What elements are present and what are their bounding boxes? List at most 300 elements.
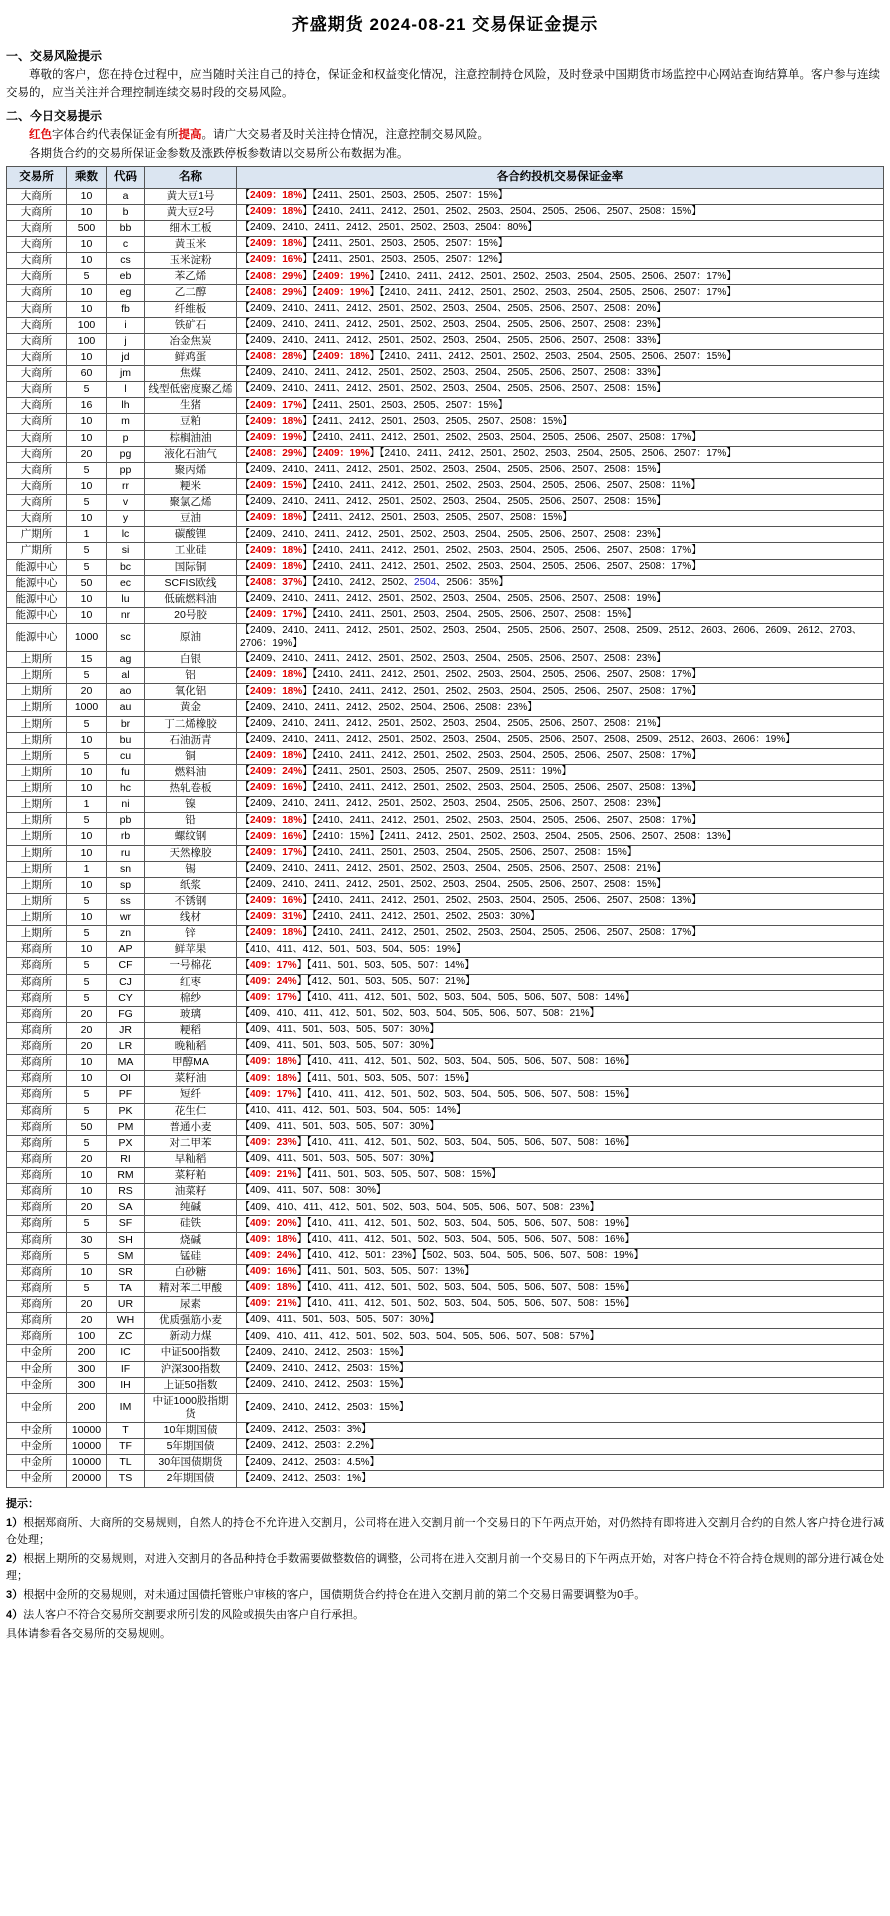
cell-multiplier: 50 <box>67 1119 107 1135</box>
cell-multiplier: 20 <box>67 446 107 462</box>
table-row <box>7 1248 884 1264</box>
cell-exchange: 上期所 <box>7 829 67 845</box>
cell-margin-rates: 【409：17%】【410、411、412、501、502、503、504、505、506、507、508：14%】 <box>237 990 884 1006</box>
cell-margin-rates: 【409：17%】【411、501、503、505、507：14%】 <box>237 958 884 974</box>
table-row <box>7 495 884 511</box>
cell-code: UR <box>107 1297 145 1313</box>
cell-code: c <box>107 237 145 253</box>
cell-exchange: 郑商所 <box>7 1039 67 1055</box>
cell-multiplier: 5 <box>67 1216 107 1232</box>
cell-code: rb <box>107 829 145 845</box>
cell-multiplier: 20000 <box>67 1471 107 1487</box>
cell-margin-rates: 【2409、2410、2411、2412、2501、2502、2503、2504、2505、2506、2507、2508：20%】 <box>237 301 884 317</box>
cell-multiplier: 100 <box>67 1329 107 1345</box>
cell-code: FG <box>107 1006 145 1022</box>
cell-name: 铝 <box>145 668 237 684</box>
cell-margin-rates: 【409：24%】【410、412、501：23%】【502、503、504、505、506、507、508：19%】 <box>237 1248 884 1264</box>
cell-multiplier: 10 <box>67 732 107 748</box>
cell-exchange: 大商所 <box>7 269 67 285</box>
cell-margin-rates: 【409：20%】【410、411、412、501、502、503、504、505、506、507、508：19%】 <box>237 1216 884 1232</box>
cell-name: 低硫燃料油 <box>145 591 237 607</box>
cell-exchange: 郑商所 <box>7 1297 67 1313</box>
cell-multiplier: 1 <box>67 797 107 813</box>
cell-margin-rates: 【2409：18%】【2410、2411、2412、2501、2502、2503、2504、2505、2506、2507、2508：17%】 <box>237 748 884 764</box>
cell-name: 热轧卷板 <box>145 781 237 797</box>
cell-exchange: 中金所 <box>7 1377 67 1393</box>
cell-code: p <box>107 430 145 446</box>
cell-multiplier: 10 <box>67 829 107 845</box>
cell-margin-rates: 【409：18%】【411、501、503、505、507：15%】 <box>237 1071 884 1087</box>
table-row <box>7 893 884 909</box>
cell-exchange: 能源中心 <box>7 591 67 607</box>
cell-exchange: 大商所 <box>7 446 67 462</box>
cell-code: v <box>107 495 145 511</box>
table-row <box>7 910 884 926</box>
cell-code: WH <box>107 1313 145 1329</box>
cell-exchange: 大商所 <box>7 220 67 236</box>
table-row <box>7 591 884 607</box>
cell-multiplier: 5 <box>67 990 107 1006</box>
cell-code: lu <box>107 591 145 607</box>
cell-name: 一号棉花 <box>145 958 237 974</box>
cell-code: TA <box>107 1280 145 1296</box>
cell-code: OI <box>107 1071 145 1087</box>
cell-exchange: 上期所 <box>7 764 67 780</box>
cell-margin-rates: 【2409、2410、2412、2503：15%】 <box>237 1345 884 1361</box>
cell-exchange: 中金所 <box>7 1455 67 1471</box>
cell-margin-rates: 【2409、2412、2503：2.2%】 <box>237 1439 884 1455</box>
cell-code: PX <box>107 1135 145 1151</box>
cell-multiplier: 500 <box>67 220 107 236</box>
cell-name: 新动力煤 <box>145 1329 237 1345</box>
table-row <box>7 1103 884 1119</box>
notes-heading: 提示： <box>6 1497 39 1510</box>
cell-code: ss <box>107 893 145 909</box>
cell-exchange: 中金所 <box>7 1471 67 1487</box>
table-row <box>7 845 884 861</box>
cell-margin-rates: 【2409：16%】【2410、2411、2412、2501、2502、2503、2504、2505、2506、2507、2508：13%】 <box>237 893 884 909</box>
cell-multiplier: 10 <box>67 478 107 494</box>
table-row <box>7 1216 884 1232</box>
cell-margin-rates: 【2409、2410、2411、2412、2501、2502、2503、2504、2505、2506、2507、2508：33%】 <box>237 333 884 349</box>
cell-name: 粳米 <box>145 478 237 494</box>
cell-multiplier: 16 <box>67 398 107 414</box>
cell-code: SH <box>107 1232 145 1248</box>
table-row <box>7 1055 884 1071</box>
cell-multiplier: 5 <box>67 382 107 398</box>
cell-multiplier: 20 <box>67 1022 107 1038</box>
cell-multiplier: 20 <box>67 1200 107 1216</box>
cell-code: si <box>107 543 145 559</box>
cell-code: bu <box>107 732 145 748</box>
cell-exchange: 郑商所 <box>7 1151 67 1167</box>
cell-code: ni <box>107 797 145 813</box>
cell-exchange: 广期所 <box>7 527 67 543</box>
col-name: 名称 <box>145 167 237 188</box>
table-row <box>7 511 884 527</box>
cell-multiplier: 20 <box>67 1313 107 1329</box>
cell-name: 菜籽粕 <box>145 1168 237 1184</box>
cell-code: PM <box>107 1119 145 1135</box>
cell-name: 燃料油 <box>145 764 237 780</box>
table-row <box>7 684 884 700</box>
cell-exchange: 郑商所 <box>7 1200 67 1216</box>
cell-code: pg <box>107 446 145 462</box>
cell-code: RM <box>107 1168 145 1184</box>
cell-multiplier: 20 <box>67 1297 107 1313</box>
cell-multiplier: 10 <box>67 942 107 958</box>
cell-margin-rates: 【409、411、501、503、505、507：30%】 <box>237 1039 884 1055</box>
cell-exchange: 能源中心 <box>7 575 67 591</box>
cell-name: 黄玉米 <box>145 237 237 253</box>
cell-exchange: 大商所 <box>7 430 67 446</box>
cell-multiplier: 10 <box>67 204 107 220</box>
table-row <box>7 1022 884 1038</box>
cell-exchange: 大商所 <box>7 301 67 317</box>
table-row <box>7 220 884 236</box>
cell-margin-rates: 【2409：17%】【2410、2411、2501、2503、2504、2505、2506、2507、2508：15%】 <box>237 607 884 623</box>
cell-margin-rates: 【2409、2410、2411、2412、2501、2502、2503、2504、2505、2506、2507、2508：21%】 <box>237 861 884 877</box>
cell-exchange: 大商所 <box>7 495 67 511</box>
cell-exchange: 郑商所 <box>7 942 67 958</box>
cell-multiplier: 20 <box>67 1006 107 1022</box>
cell-name: 工业硅 <box>145 543 237 559</box>
cell-name: 5年期国债 <box>145 1439 237 1455</box>
table-row <box>7 1184 884 1200</box>
table-row <box>7 700 884 716</box>
section-risk <box>6 47 884 103</box>
cell-multiplier: 1000 <box>67 624 107 652</box>
table-row <box>7 1329 884 1345</box>
cell-name: 20号胶 <box>145 607 237 623</box>
cell-exchange: 大商所 <box>7 511 67 527</box>
cell-name: 乙二醇 <box>145 285 237 301</box>
cell-code: sc <box>107 624 145 652</box>
margin-rate-table <box>6 166 884 1487</box>
cell-code: LR <box>107 1039 145 1055</box>
cell-code: al <box>107 668 145 684</box>
cell-margin-rates: 【2409：18%】【2411、2501、2503、2505、2507：15%】 <box>237 188 884 204</box>
cell-name: 30年国债期货 <box>145 1455 237 1471</box>
cell-name: 菜籽油 <box>145 1071 237 1087</box>
cell-margin-rates: 【2409：18%】【2410、2411、2412、2501、2502、2503、2504、2505、2506、2507、2508：17%】 <box>237 684 884 700</box>
cell-name: 冶金焦炭 <box>145 333 237 349</box>
cell-code: PF <box>107 1087 145 1103</box>
cell-multiplier: 10 <box>67 845 107 861</box>
cell-name: 天然橡胶 <box>145 845 237 861</box>
cell-name: 黄金 <box>145 700 237 716</box>
cell-margin-rates: 【2409、2410、2411、2412、2501、2502、2503、2504：80%】 <box>237 220 884 236</box>
cell-code: ZC <box>107 1329 145 1345</box>
table-row <box>7 317 884 333</box>
cell-margin-rates: 【2409：17%】【2411、2501、2503、2505、2507：15%】 <box>237 398 884 414</box>
cell-code: pb <box>107 813 145 829</box>
cell-code: sp <box>107 877 145 893</box>
note-item: 1）根据郑商所、大商所的交易规则，自然人的持仓不允许进入交割月，公司将在进入交割月前一个交易日的下午两点开始，对仍然持有即将进入交割月合约的自然人客户持仓进行减仓处理； <box>6 1517 884 1546</box>
cell-exchange: 大商所 <box>7 333 67 349</box>
cell-multiplier: 5 <box>67 748 107 764</box>
cell-code: hc <box>107 781 145 797</box>
cell-exchange: 能源中心 <box>7 607 67 623</box>
cell-code: y <box>107 511 145 527</box>
cell-margin-rates: 【2409、2410、2411、2412、2501、2502、2503、2504、2505、2506、2507、2508：19%】 <box>237 591 884 607</box>
table-row <box>7 253 884 269</box>
cell-name: SCFIS欧线 <box>145 575 237 591</box>
cell-name: 不锈钢 <box>145 893 237 909</box>
cell-exchange: 郑商所 <box>7 1006 67 1022</box>
cell-code: MA <box>107 1055 145 1071</box>
cell-name: 晚籼稻 <box>145 1039 237 1055</box>
table-row <box>7 333 884 349</box>
cell-code: CY <box>107 990 145 1006</box>
cell-exchange: 郑商所 <box>7 1280 67 1296</box>
notes-block <box>6 1496 884 1643</box>
cell-margin-rates: 【2409、2412、2503：3%】 <box>237 1423 884 1439</box>
cell-code: PK <box>107 1103 145 1119</box>
cell-name: 线型低密度聚乙烯 <box>145 382 237 398</box>
section-risk-paragraph: 尊敬的客户，您在持仓过程中，应当随时关注自己的持仓，保证金和权益变化情况，注意控制持仓风险，及时登录中国期货市场监控中心网站查询结算单。客户参与连续交易的，应当关注并合理控制连续交易时段的交易风险。 <box>6 69 880 99</box>
table-row <box>7 1200 884 1216</box>
cell-name: 豆油 <box>145 511 237 527</box>
table-row <box>7 430 884 446</box>
table-row <box>7 607 884 623</box>
table-body <box>7 188 884 1487</box>
cell-multiplier: 10000 <box>67 1423 107 1439</box>
table-row <box>7 781 884 797</box>
cell-exchange: 上期所 <box>7 700 67 716</box>
cell-multiplier: 100 <box>67 317 107 333</box>
cell-margin-rates: 【409、410、411、412、501、502、503、504、505、506、507、508：21%】 <box>237 1006 884 1022</box>
cell-exchange: 郑商所 <box>7 1216 67 1232</box>
cell-exchange: 上期所 <box>7 684 67 700</box>
col-code: 代码 <box>107 167 145 188</box>
cell-multiplier: 10000 <box>67 1455 107 1471</box>
cell-multiplier: 5 <box>67 1103 107 1119</box>
cell-code: TS <box>107 1471 145 1487</box>
cell-multiplier: 10 <box>67 764 107 780</box>
table-row <box>7 942 884 958</box>
cell-name: 10年期国债 <box>145 1423 237 1439</box>
cell-code: m <box>107 414 145 430</box>
cell-name: 中证500指数 <box>145 1345 237 1361</box>
table-row <box>7 1151 884 1167</box>
cell-code: SF <box>107 1216 145 1232</box>
cell-name: 短纤 <box>145 1087 237 1103</box>
cell-name: 白砂糖 <box>145 1264 237 1280</box>
cell-exchange: 上期所 <box>7 668 67 684</box>
cell-margin-rates: 【2409：18%】【2411、2412、2501、2503、2505、2507、2508：15%】 <box>237 511 884 527</box>
cell-margin-rates: 【2409、2410、2412、2503：15%】 <box>237 1393 884 1422</box>
cell-code: jd <box>107 349 145 365</box>
cell-exchange: 中金所 <box>7 1423 67 1439</box>
table-row <box>7 543 884 559</box>
cell-margin-rates: 【2408：37%】【2410、2412、2502、2504、2506：35%】 <box>237 575 884 591</box>
cell-margin-rates: 【409、411、501、503、505、507：30%】 <box>237 1022 884 1038</box>
cell-code: bc <box>107 559 145 575</box>
table-row <box>7 652 884 668</box>
cell-multiplier: 1000 <box>67 700 107 716</box>
cell-exchange: 大商所 <box>7 253 67 269</box>
cell-name: 中证1000股指期货 <box>145 1393 237 1422</box>
cell-code: eb <box>107 269 145 285</box>
cell-code: TL <box>107 1455 145 1471</box>
cell-multiplier: 10 <box>67 781 107 797</box>
table-row <box>7 478 884 494</box>
cell-exchange: 中金所 <box>7 1345 67 1361</box>
cell-code: j <box>107 333 145 349</box>
section-risk-heading: 一、交易风险提示 <box>6 49 103 63</box>
cell-exchange: 大商所 <box>7 317 67 333</box>
table-row <box>7 624 884 652</box>
table-row <box>7 716 884 732</box>
page-title: 齐盛期货 2024-08-21 交易保证金提示 <box>291 15 599 34</box>
cell-code: br <box>107 716 145 732</box>
cell-exchange: 大商所 <box>7 462 67 478</box>
table-row <box>7 877 884 893</box>
table-row <box>7 926 884 942</box>
cell-exchange: 郑商所 <box>7 1184 67 1200</box>
table-row <box>7 1264 884 1280</box>
red-emphasis: 红色 <box>29 128 52 141</box>
cell-code: zn <box>107 926 145 942</box>
cell-exchange: 郑商所 <box>7 1119 67 1135</box>
cell-code: au <box>107 700 145 716</box>
cell-multiplier: 1 <box>67 527 107 543</box>
note-item: 4）法人客户不符合交易所交割要求所引发的风险或损失由客户自行承担。 <box>6 1608 365 1621</box>
cell-exchange: 能源中心 <box>7 559 67 575</box>
cell-code: sn <box>107 861 145 877</box>
col-exchange: 交易所 <box>7 167 67 188</box>
cell-exchange: 大商所 <box>7 398 67 414</box>
cell-exchange: 郑商所 <box>7 958 67 974</box>
note-item: 2）根据上期所的交易规则，对进入交割月的各品种持仓手数需要做整数倍的调整，公司将在进入交割月前一个交易日的下午两点开始，对客户持仓不符合持仓规则的部分进行减仓处理； <box>6 1553 884 1582</box>
cell-margin-rates: 【2409：19%】【2410、2411、2412、2501、2502、2503、2504、2505、2506、2507、2508：17%】 <box>237 430 884 446</box>
cell-margin-rates: 【2408：29%】【2409：19%】【2410、2411、2412、2501、2502、2503、2504、2505、2506、2507：17%】 <box>237 285 884 301</box>
cell-code: ao <box>107 684 145 700</box>
cell-name: 细木工板 <box>145 220 237 236</box>
cell-multiplier: 10 <box>67 591 107 607</box>
cell-margin-rates: 【409：24%】【412、501、503、505、507：21%】 <box>237 974 884 990</box>
note-item: 3）根据中金所的交易规则，对未通过国债托管账户审核的客户，国债期货合约持仓在进入交割月前的第二个交易日需要调整为0手。 <box>6 1589 646 1601</box>
cell-margin-rates: 【2409、2410、2411、2412、2501、2502、2503、2504、2505、2506、2507、2508：15%】 <box>237 382 884 398</box>
cell-margin-rates: 【409：23%】【410、411、412、501、502、503、504、505、506、507、508：16%】 <box>237 1135 884 1151</box>
table-row <box>7 414 884 430</box>
cell-multiplier: 5 <box>67 1280 107 1296</box>
cell-code: IC <box>107 1345 145 1361</box>
table-row <box>7 1393 884 1422</box>
cell-code: wr <box>107 910 145 926</box>
cell-exchange: 上期所 <box>7 748 67 764</box>
cell-multiplier: 5 <box>67 1135 107 1151</box>
cell-exchange: 上期所 <box>7 781 67 797</box>
cell-code: RI <box>107 1151 145 1167</box>
cell-multiplier: 5 <box>67 958 107 974</box>
cell-code: ag <box>107 652 145 668</box>
cell-name: 黄大豆1号 <box>145 188 237 204</box>
table-row <box>7 1297 884 1313</box>
cell-exchange: 上期所 <box>7 845 67 861</box>
cell-name: 石油沥青 <box>145 732 237 748</box>
cell-code: SR <box>107 1264 145 1280</box>
cell-code: rr <box>107 478 145 494</box>
cell-multiplier: 5 <box>67 1248 107 1264</box>
section-today <box>6 107 884 165</box>
cell-name: 原油 <box>145 624 237 652</box>
cell-margin-rates: 【410、411、412、501、503、504、505：14%】 <box>237 1103 884 1119</box>
cell-name: 精对苯二甲酸 <box>145 1280 237 1296</box>
table-row <box>7 269 884 285</box>
cell-name: 优质强筋小麦 <box>145 1313 237 1329</box>
cell-margin-rates: 【2409：18%】【2410、2411、2412、2501、2502、2503、2504、2505、2506、2507、2508：17%】 <box>237 559 884 575</box>
table-row <box>7 1135 884 1151</box>
cell-name: 国际铜 <box>145 559 237 575</box>
cell-margin-rates: 【410、411、412、501、503、504、505：19%】 <box>237 942 884 958</box>
table-row <box>7 732 884 748</box>
cell-margin-rates: 【2409、2410、2411、2412、2501、2502、2503、2504、2505、2506、2507、2508、2509、2512、2603、2606：19%】 <box>237 732 884 748</box>
cell-exchange: 上期所 <box>7 652 67 668</box>
table-row <box>7 237 884 253</box>
table-row <box>7 575 884 591</box>
cell-margin-rates: 【2409：18%】【2411、2501、2503、2505、2507：15%】 <box>237 237 884 253</box>
cell-multiplier: 10 <box>67 301 107 317</box>
cell-multiplier: 10 <box>67 414 107 430</box>
cell-exchange: 大商所 <box>7 366 67 382</box>
cell-code: ru <box>107 845 145 861</box>
cell-multiplier: 10000 <box>67 1439 107 1455</box>
table-row <box>7 1119 884 1135</box>
cell-multiplier: 5 <box>67 926 107 942</box>
cell-name: 玻璃 <box>145 1006 237 1022</box>
cell-margin-rates: 【2409、2412、2503：1%】 <box>237 1471 884 1487</box>
col-rates: 各合约投机交易保证金率 <box>237 167 884 188</box>
cell-name: 2年期国债 <box>145 1471 237 1487</box>
table-row <box>7 204 884 220</box>
table-row <box>7 1377 884 1393</box>
cell-exchange: 郑商所 <box>7 1232 67 1248</box>
cell-multiplier: 10 <box>67 285 107 301</box>
table-row <box>7 1361 884 1377</box>
cell-exchange: 大商所 <box>7 188 67 204</box>
cell-multiplier: 5 <box>67 1087 107 1103</box>
cell-multiplier: 20 <box>67 1039 107 1055</box>
table-header-row <box>7 167 884 188</box>
cell-exchange: 郑商所 <box>7 1329 67 1345</box>
table-row <box>7 861 884 877</box>
cell-multiplier: 1 <box>67 861 107 877</box>
cell-name: 镍 <box>145 797 237 813</box>
cell-multiplier: 15 <box>67 652 107 668</box>
red-emphasis: 提高 <box>178 128 202 141</box>
cell-name: 铜 <box>145 748 237 764</box>
cell-margin-rates: 【2409：16%】【2411、2501、2503、2505、2507：12%】 <box>237 253 884 269</box>
cell-code: JR <box>107 1022 145 1038</box>
cell-margin-rates: 【2409：18%】【2410、2411、2412、2501、2502、2503、2504、2505、2506、2507、2508：15%】 <box>237 204 884 220</box>
cell-multiplier: 10 <box>67 877 107 893</box>
cell-exchange: 上期所 <box>7 877 67 893</box>
cell-margin-rates: 【2409：16%】【2410：15%】【2411、2412、2501、2502、2503、2504、2505、2506、2507、2508：13%】 <box>237 829 884 845</box>
cell-name: 豆粕 <box>145 414 237 430</box>
cell-multiplier: 5 <box>67 668 107 684</box>
cell-exchange: 郑商所 <box>7 1313 67 1329</box>
cell-margin-rates: 【2409：31%】【2410、2411、2412、2501、2502、2503：30%】 <box>237 910 884 926</box>
cell-code: T <box>107 1423 145 1439</box>
cell-exchange: 中金所 <box>7 1393 67 1422</box>
cell-multiplier: 20 <box>67 1151 107 1167</box>
cell-exchange: 能源中心 <box>7 624 67 652</box>
cell-margin-rates: 【2409、2410、2411、2412、2501、2502、2503、2504、2505、2506、2507、2508：23%】 <box>237 652 884 668</box>
cell-code: fu <box>107 764 145 780</box>
cell-margin-rates: 【409、411、507、508：30%】 <box>237 1184 884 1200</box>
